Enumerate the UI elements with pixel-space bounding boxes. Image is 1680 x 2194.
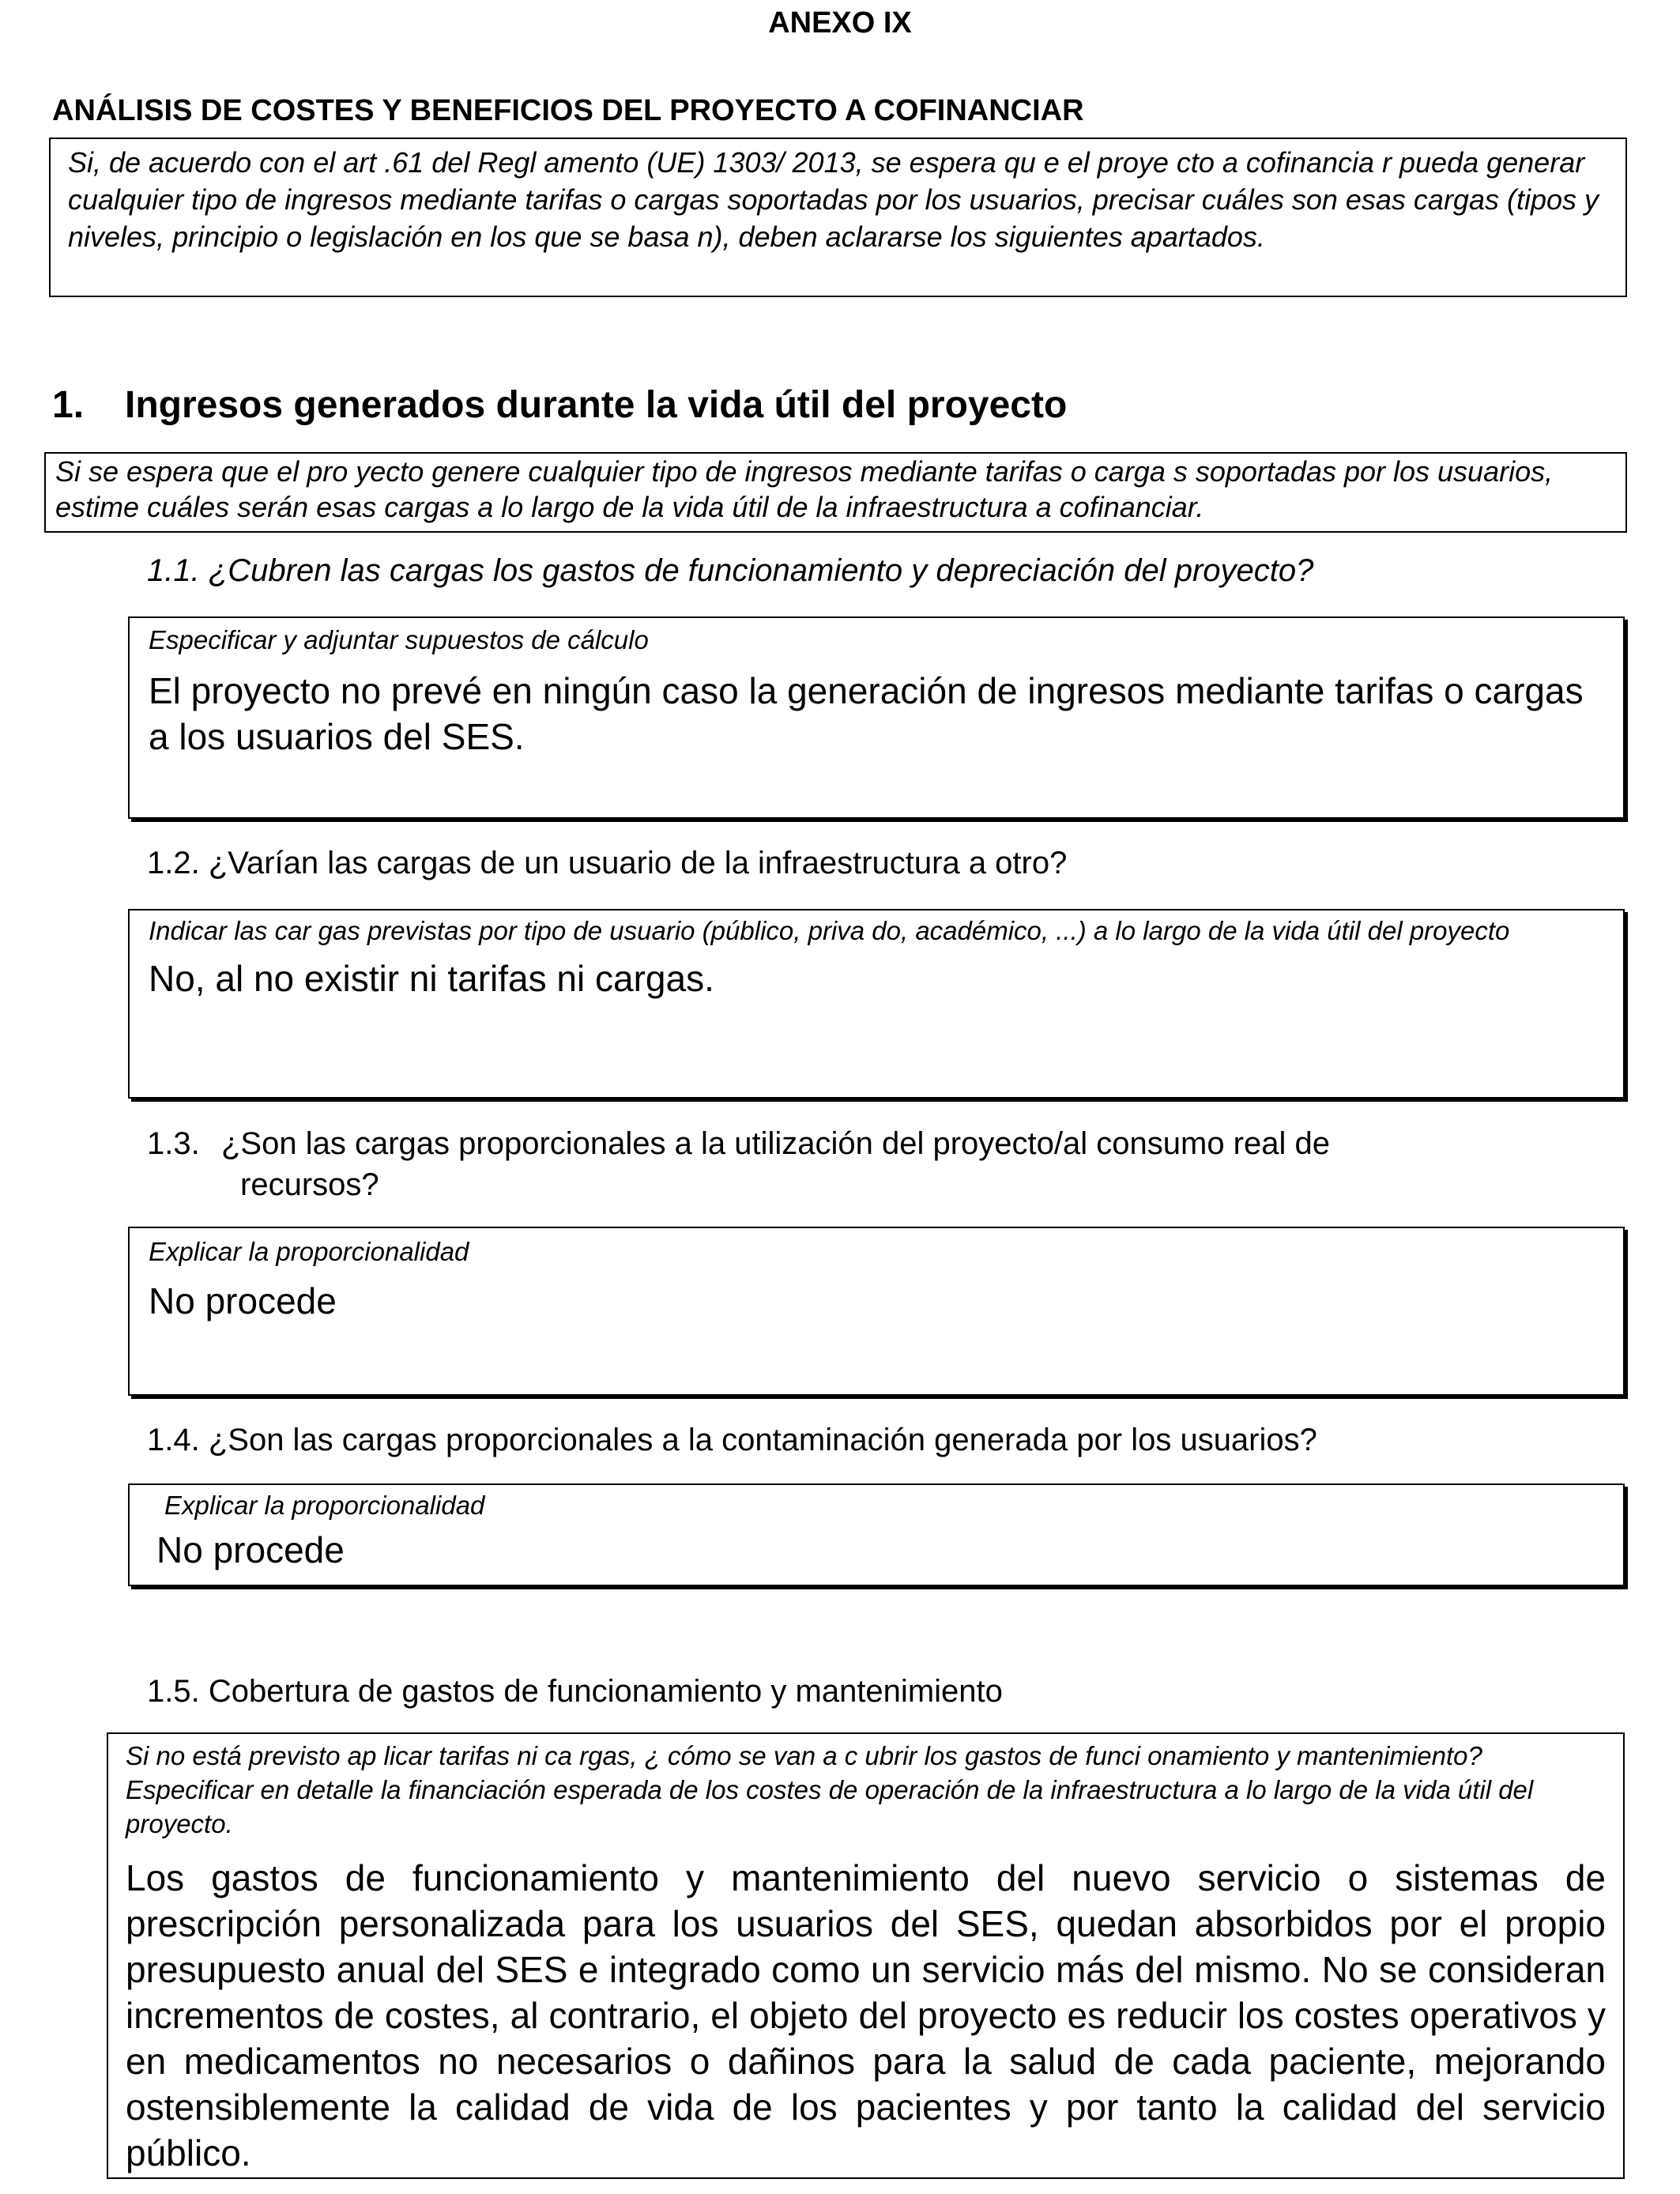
answer-1-3: No procede [149, 1280, 337, 1321]
question-1-3-line-2: recursos? [240, 1167, 379, 1202]
question-1-2: 1.2. ¿Varían las cargas de un usuario de la infraestructura a otro? [147, 846, 1068, 880]
section-1-heading [52, 383, 1067, 427]
answer-box-1-3 [128, 1227, 1625, 1396]
question-1-4: 1.4. ¿Son las cargas proporcionales a la contaminación generada por los usuarios? [147, 1423, 1317, 1457]
document-title: ANÁLISIS DE COSTES Y BENEFICIOS DEL PROYECTO A COFINANCIAR [52, 94, 1084, 127]
answer-1-1: El proyecto no prevé en ningún caso la generación de ingresos mediante tarifas o cargas a los usuarios del SES. [149, 670, 1584, 757]
question-1-3-label: 1.3. [147, 1126, 200, 1161]
answer-box-1-4 [128, 1483, 1625, 1586]
question-1-1: 1.1. ¿Cubren las cargas los gastos de funcionamiento y depreciación del proyecto? [147, 553, 1314, 588]
hint-1-5: Si no está previsto ap licar tarifas ni ca rgas, ¿ cómo se van a c ubrir los gastos de funci onamiento y mantenimiento? Especificar en detalle la financiación esperada de los costes de operación de la infraestructura a lo largo de la vida útil del proyecto. [126, 1741, 1534, 1838]
section-1-title: Ingresos generados durante la vida útil del proyecto [125, 384, 1068, 426]
answer-box-1-2 [128, 909, 1625, 1099]
annex-title: ANEXO IX [768, 6, 912, 40]
answer-1-5: Los gastos de funcionamiento y mantenimiento del nuevo servicio o sistemas de prescripción personalizada para los usuarios del SES, quedan absorbidos por el propio presupuesto anual del SES e integrado como un servicio más del mismo. No se consideran incrementos de costes, al contrario, el objeto del proyecto es reducir los costes operativos y en medicamentos no necesarios o dañinos para la salud de cada paciente, mejorando ostensiblemente la calidad de vida de los pacientes y por tanto la calidad del servicio público. [126, 1857, 1606, 2173]
intro-text: Si, de acuerdo con el art .61 del Regl amento (UE) 1303/ 2013, se espera qu e el proye cto a cofinancia r pueda generar cualquier tipo de ingresos mediante tarifas o cargas soportadas por los usuarios, precisar cuáles son esas cargas (tipos y niveles, principio o legislación en los que se basa n), deben aclararse los siguientes apartados. [68, 146, 1599, 253]
answer-1-4: No procede [156, 1529, 345, 1570]
answer-box-1-5 [107, 1732, 1625, 2179]
section-1-description: Si se espera que el pro yecto genere cualquier tipo de ingresos mediante tarifas o carga s soportadas por los usuarios, estime cuáles serán esas cargas a lo largo de la vida útil de la infraestructura a cofinanciar. [55, 455, 1554, 523]
question-1-3-text: ¿Son las cargas proporcionales a la utilización del proyecto/al consumo real de [221, 1126, 1330, 1161]
intro-box [49, 138, 1627, 297]
question-1-3 [147, 1123, 1601, 1205]
answer-1-2: No, al no existir ni tarifas ni cargas. [149, 958, 714, 999]
section-1-number: 1. [52, 384, 85, 426]
question-1-3-line-1 [147, 1123, 1601, 1164]
hint-1-3: Explicar la proporcionalidad [149, 1237, 469, 1266]
section-1-description-box [44, 452, 1627, 533]
hint-1-2: Indicar las car gas previstas por tipo de usuario (público, priva do, académico, ...) a lo largo de la vida útil del proyecto [149, 916, 1510, 945]
question-1-5: 1.5. Cobertura de gastos de funcionamiento y mantenimiento [147, 1674, 1003, 1709]
hint-1-4: Explicar la proporcionalidad [164, 1491, 485, 1520]
answer-box-1-1 [128, 616, 1625, 819]
hint-1-1: Especificar y adjuntar supuestos de cálculo [149, 625, 649, 654]
